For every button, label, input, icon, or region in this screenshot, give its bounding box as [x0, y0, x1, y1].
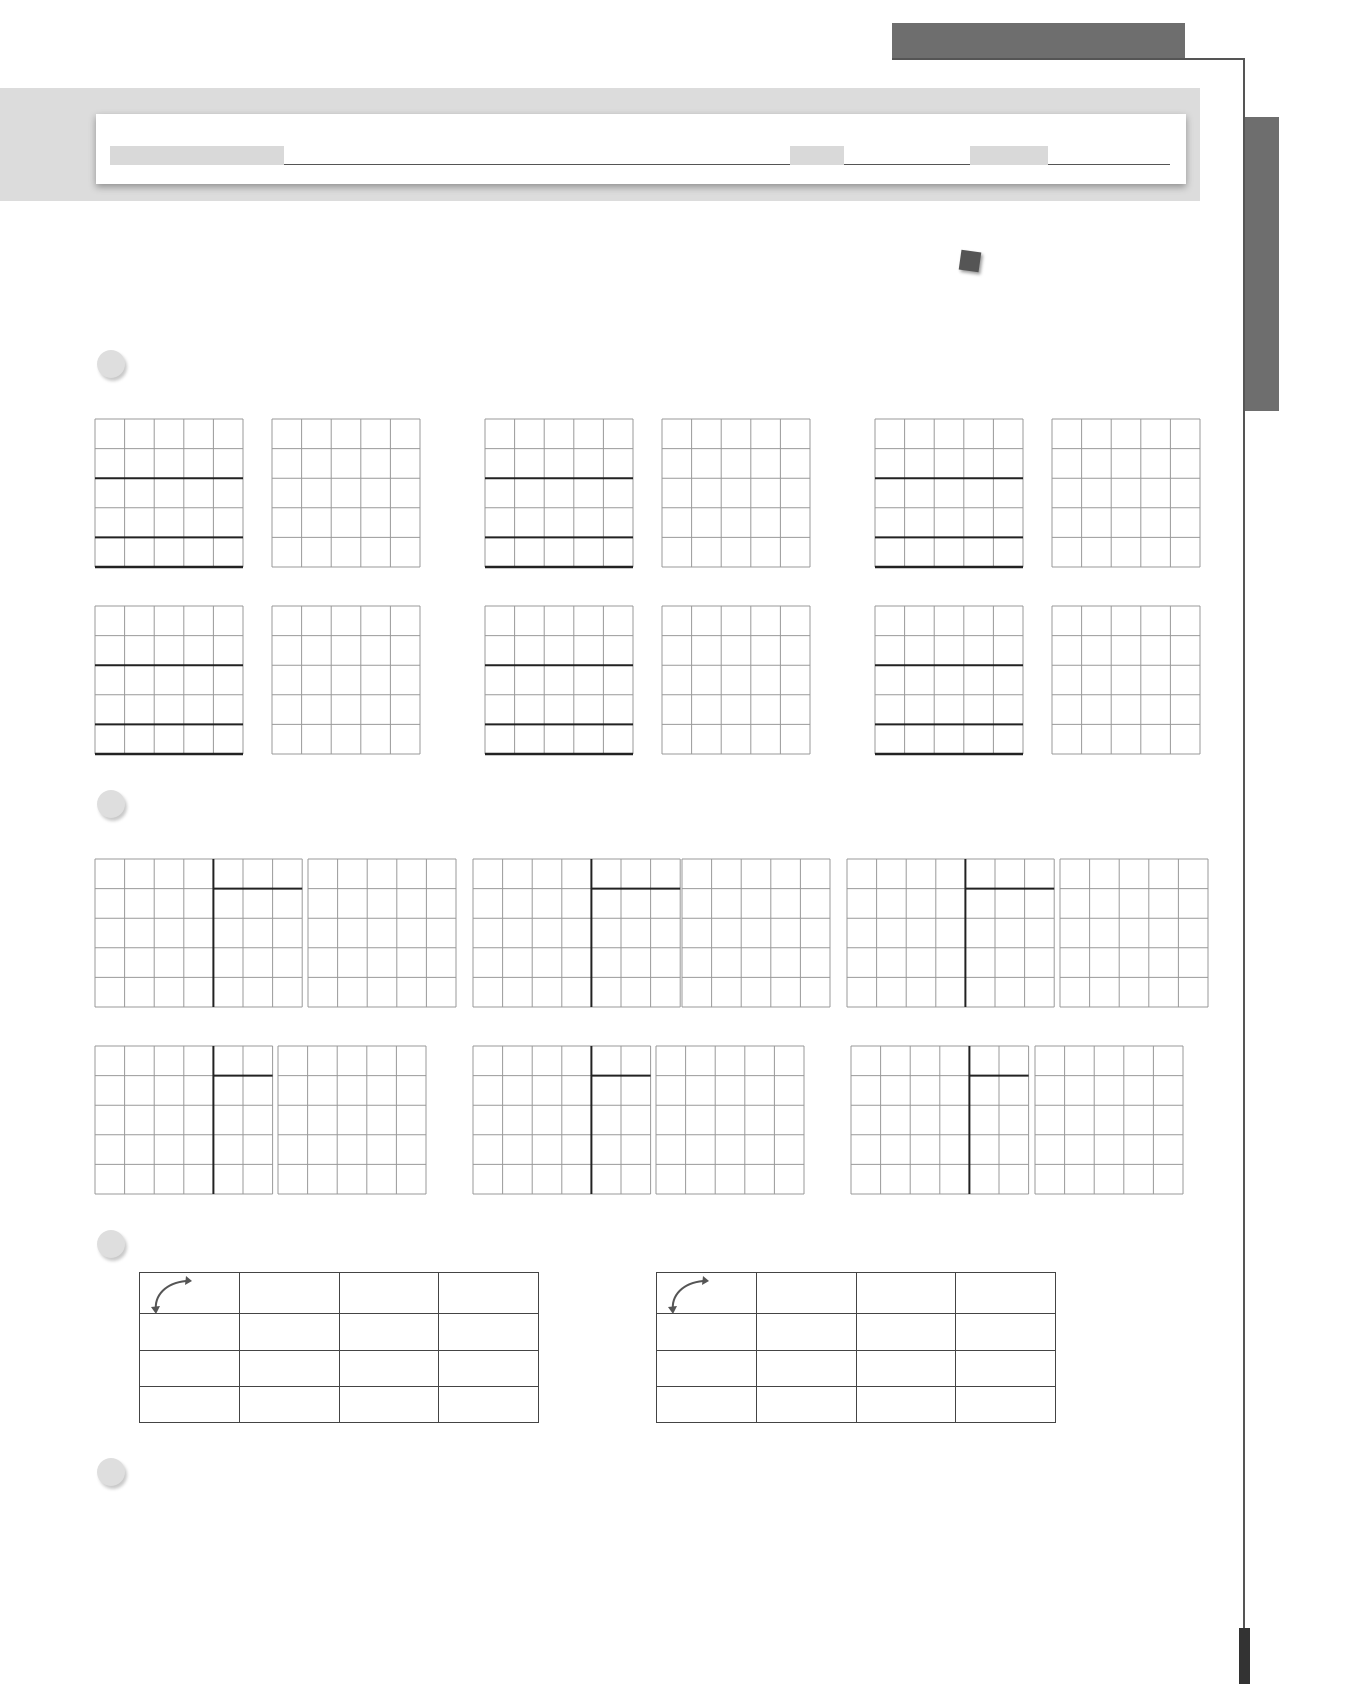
table-2-corner-cell	[657, 1273, 757, 1314]
table-2-cell[interactable]	[856, 1386, 956, 1422]
work-grid-multiply[interactable]	[875, 419, 1023, 567]
work-grid-plain[interactable]	[682, 859, 830, 1007]
work-grid-plain[interactable]	[1052, 606, 1200, 754]
section-4-bullet	[97, 1458, 125, 1486]
curved-double-arrow-icon	[663, 1275, 713, 1315]
work-grid-multiply[interactable]	[95, 419, 243, 567]
work-grid-plain[interactable]	[272, 606, 420, 754]
table-1-cell[interactable]	[140, 1386, 240, 1422]
table-1-cell[interactable]	[239, 1314, 339, 1350]
table-1-cell[interactable]	[339, 1273, 439, 1314]
work-grid-plain[interactable]	[308, 859, 456, 1007]
table-2-cell[interactable]	[756, 1350, 856, 1386]
work-grid-division[interactable]	[95, 1046, 273, 1194]
field2-line	[844, 164, 970, 165]
diamond-marker-icon	[959, 250, 982, 273]
table-1-cell[interactable]	[339, 1314, 439, 1350]
table-1-cell[interactable]	[140, 1314, 240, 1350]
table-1-cell[interactable]	[239, 1386, 339, 1422]
table-2-cell[interactable]	[657, 1386, 757, 1422]
table-1-cell[interactable]	[439, 1273, 539, 1314]
side-tab	[1245, 117, 1279, 411]
table-2-cell[interactable]	[657, 1350, 757, 1386]
work-grid-multiply[interactable]	[485, 419, 633, 567]
name-label-block	[110, 146, 284, 165]
table-1-cell[interactable]	[339, 1386, 439, 1422]
table-2-cell[interactable]	[956, 1314, 1056, 1350]
table-2-cell[interactable]	[956, 1350, 1056, 1386]
footer-tab	[1239, 1628, 1250, 1684]
field3-line	[1048, 164, 1170, 165]
table-1-corner-cell	[140, 1273, 240, 1314]
work-grid-division[interactable]	[847, 859, 1054, 1007]
table-2-cell[interactable]	[657, 1314, 757, 1350]
work-grid-division[interactable]	[473, 1046, 651, 1194]
work-grid-plain[interactable]	[1035, 1046, 1183, 1194]
field2-label-block	[790, 146, 844, 165]
work-grid-plain[interactable]	[662, 606, 810, 754]
table-1-cell[interactable]	[439, 1386, 539, 1422]
table-2	[656, 1272, 1056, 1423]
work-grid-plain[interactable]	[662, 419, 810, 567]
table-1-cell[interactable]	[239, 1350, 339, 1386]
work-grid-multiply[interactable]	[485, 606, 633, 754]
work-grid-division[interactable]	[473, 859, 680, 1007]
work-grid-plain[interactable]	[656, 1046, 804, 1194]
section-2-bullet	[97, 790, 125, 818]
curved-double-arrow-icon	[146, 1275, 196, 1315]
work-grid-multiply[interactable]	[95, 606, 243, 754]
work-grid-plain[interactable]	[278, 1046, 426, 1194]
table-1-cell[interactable]	[439, 1314, 539, 1350]
table-2-cell[interactable]	[856, 1350, 956, 1386]
name-line	[284, 164, 790, 165]
table-1	[139, 1272, 539, 1423]
section-3-bullet	[97, 1230, 125, 1258]
work-grid-division[interactable]	[95, 859, 302, 1007]
work-grid-plain[interactable]	[272, 419, 420, 567]
table-1-cell[interactable]	[140, 1350, 240, 1386]
table-2-cell[interactable]	[856, 1314, 956, 1350]
work-grid-division[interactable]	[851, 1046, 1029, 1194]
field3-label-block	[970, 146, 1048, 165]
top-tab	[892, 23, 1185, 59]
work-grid-plain[interactable]	[1052, 419, 1200, 567]
table-1-cell[interactable]	[239, 1273, 339, 1314]
table-1-cell[interactable]	[439, 1350, 539, 1386]
table-2-cell[interactable]	[756, 1314, 856, 1350]
table-2-cell[interactable]	[956, 1386, 1056, 1422]
table-2-cell[interactable]	[756, 1386, 856, 1422]
table-2-cell[interactable]	[756, 1273, 856, 1314]
corner-rule	[892, 58, 1245, 60]
table-2-cell[interactable]	[956, 1273, 1056, 1314]
table-1-cell[interactable]	[339, 1350, 439, 1386]
work-grid-plain[interactable]	[1060, 859, 1208, 1007]
work-grid-multiply[interactable]	[875, 606, 1023, 754]
table-2-cell[interactable]	[856, 1273, 956, 1314]
section-1-bullet	[97, 350, 125, 378]
